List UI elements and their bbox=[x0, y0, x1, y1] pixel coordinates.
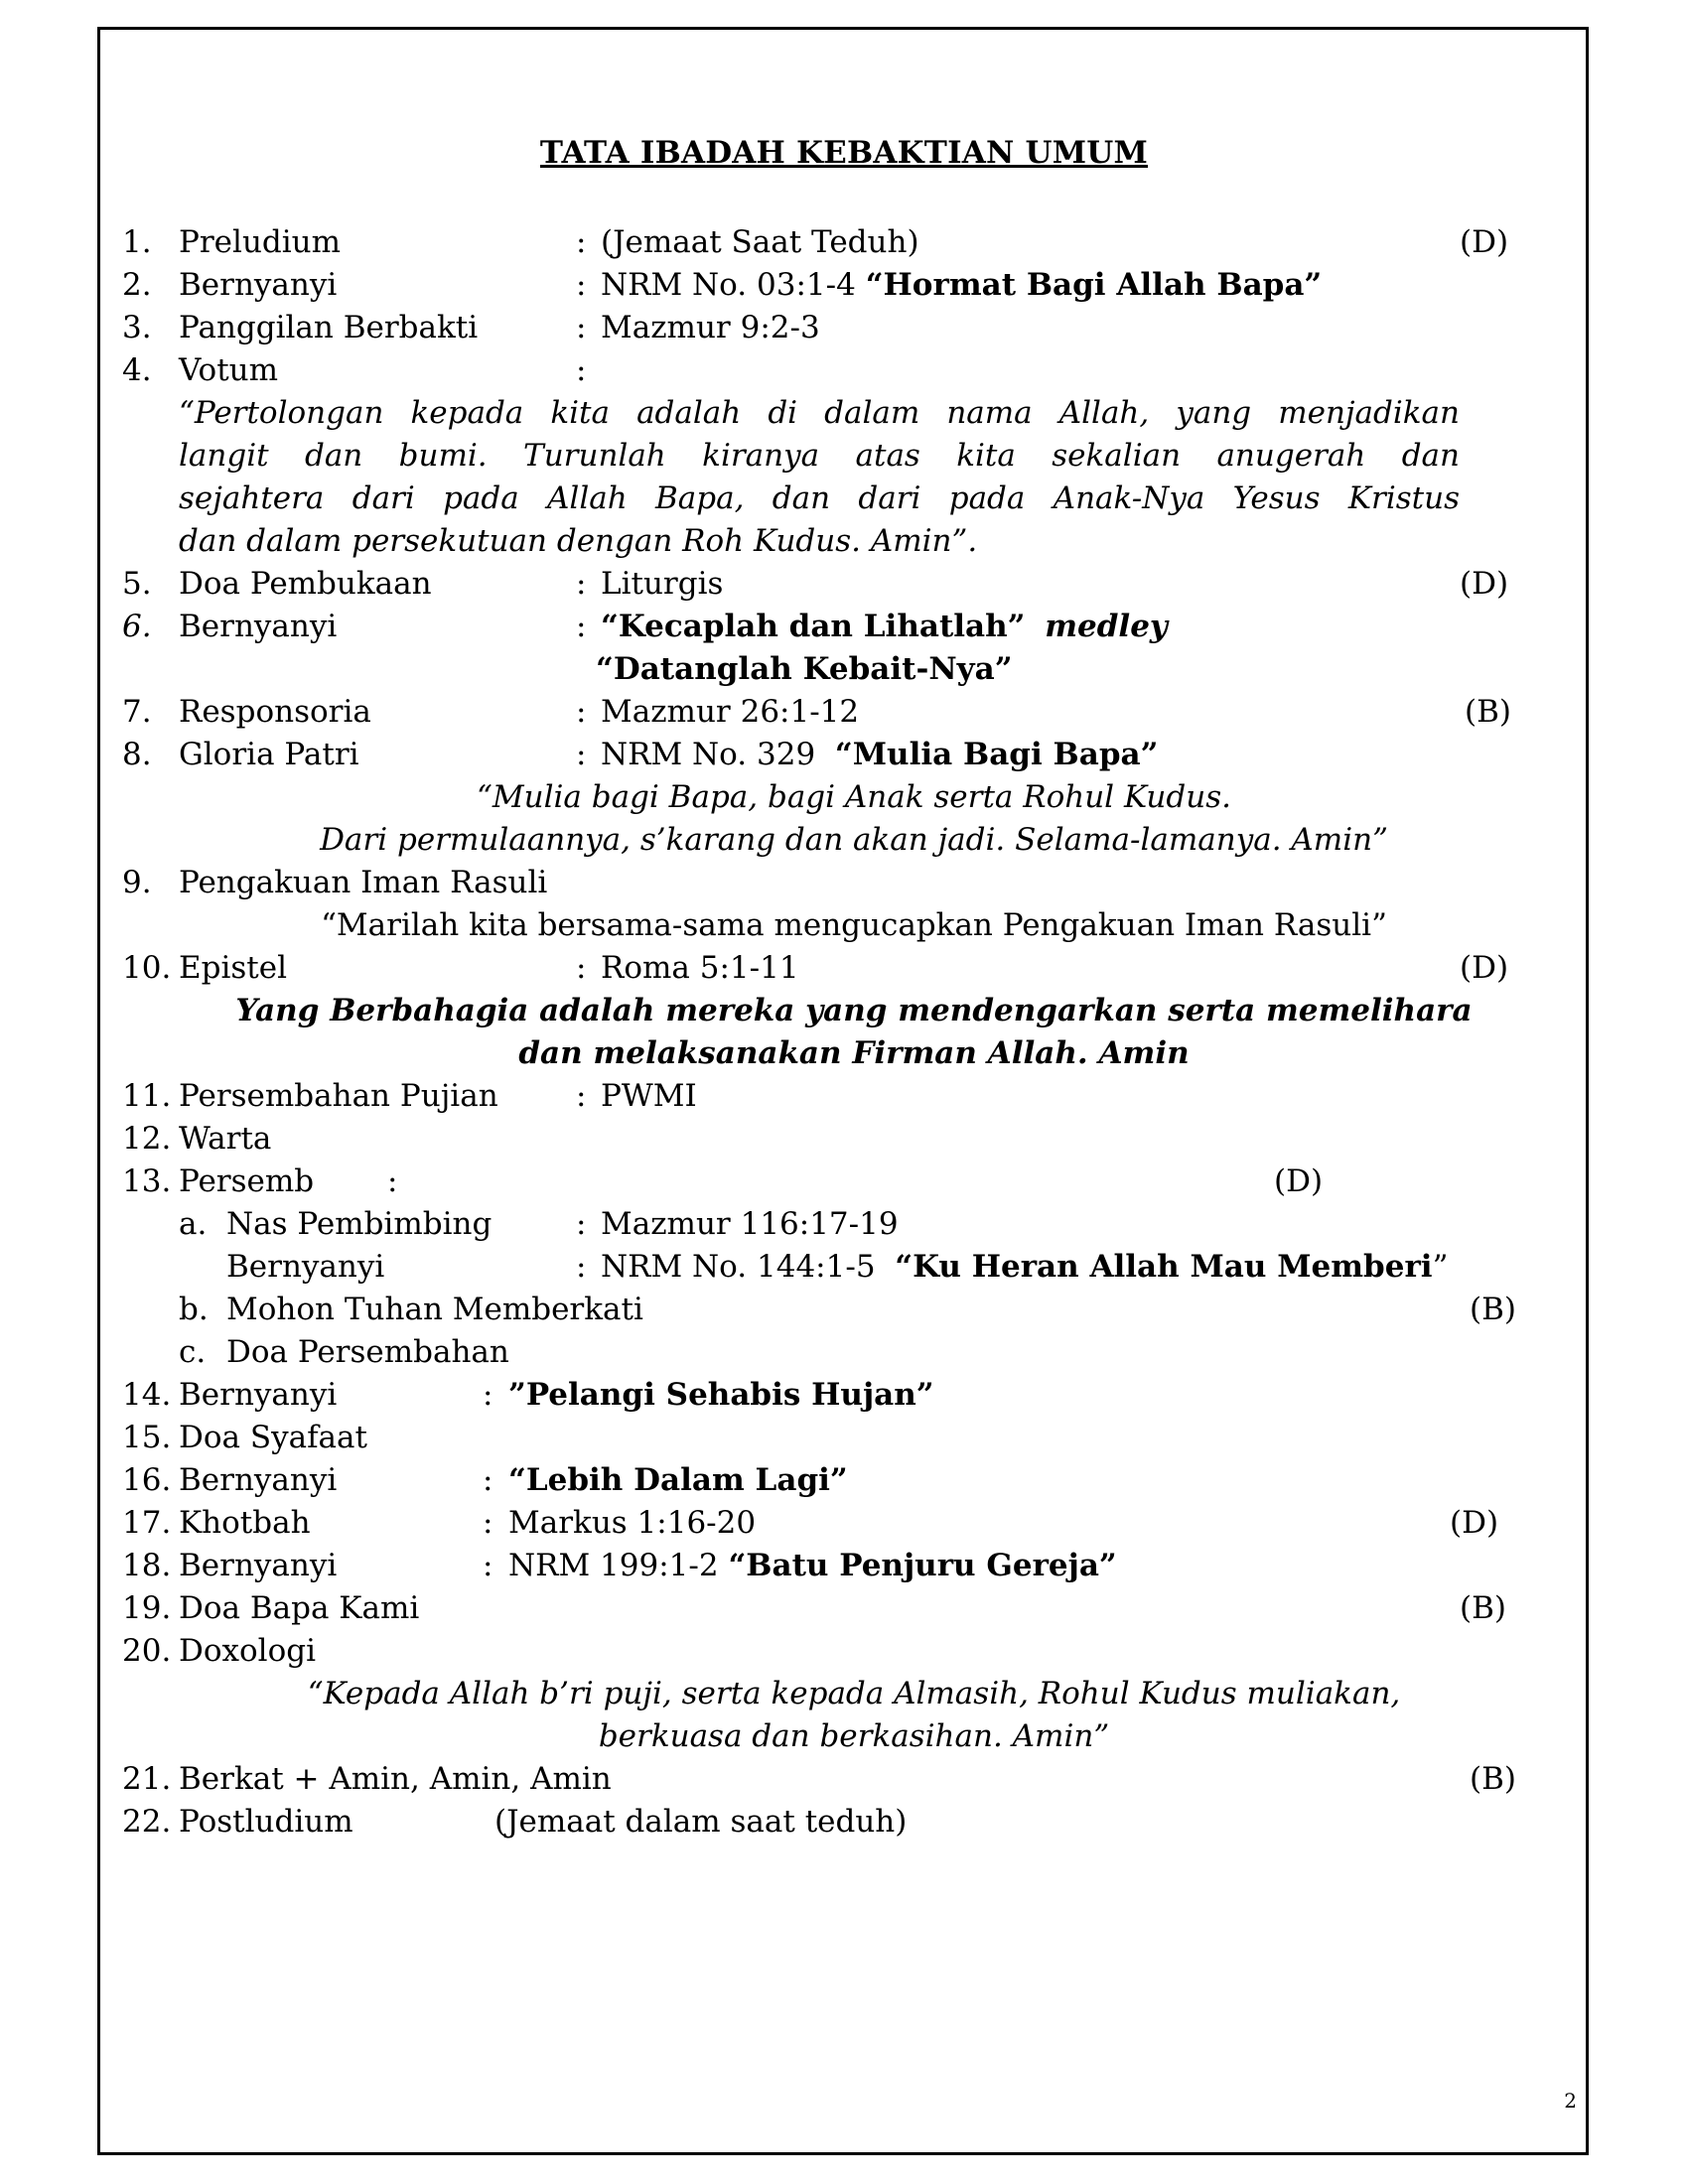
item-label: Doa Bapa Kami bbox=[179, 1590, 420, 1626]
song-title: “Batu Penjuru Gereja” bbox=[728, 1548, 1117, 1583]
item-colon: : bbox=[483, 1505, 493, 1541]
item-colon: : bbox=[483, 1462, 493, 1498]
item-number: 22. bbox=[122, 1804, 172, 1840]
item-value bbox=[601, 264, 1322, 307]
list-item bbox=[0, 1075, 1688, 1118]
item-value: (Jemaat Saat Teduh) bbox=[601, 224, 919, 260]
subitem-label: Nas Pembimbing bbox=[226, 1206, 492, 1242]
list-item bbox=[0, 264, 1688, 307]
item-colon: : bbox=[576, 1078, 587, 1114]
list-subitem bbox=[0, 1289, 1688, 1331]
epistel-line: dan melaksanakan Firman Allah. Amin bbox=[518, 1035, 1190, 1071]
item-number: 19. bbox=[122, 1590, 172, 1626]
item-label: Postludium bbox=[179, 1804, 353, 1840]
item-colon: : bbox=[576, 1206, 587, 1242]
list-item bbox=[0, 606, 1688, 648]
list-item bbox=[0, 1459, 1688, 1502]
item-number: 6. bbox=[122, 609, 152, 644]
item-number: 13. bbox=[122, 1163, 172, 1199]
item-label: Votum bbox=[179, 352, 279, 388]
item-value: PWMI bbox=[601, 1078, 697, 1114]
item-value bbox=[601, 734, 1158, 776]
item-colon: : bbox=[387, 1163, 398, 1199]
list-subitem bbox=[0, 1331, 1688, 1374]
item-label: Bernyanyi bbox=[179, 267, 338, 303]
gloria-line: “Mulia bagi Bapa, bagi Anak serta Rohul Kudus. bbox=[477, 779, 1231, 815]
item-number: 11. bbox=[122, 1078, 172, 1114]
item-number: 2. bbox=[122, 267, 152, 303]
item-colon: : bbox=[576, 267, 587, 303]
item-value bbox=[508, 1545, 1117, 1587]
item-label: Bernyanyi bbox=[179, 609, 338, 644]
item-label: Persembahan Pujian bbox=[179, 1078, 498, 1114]
song-title: “Datanglah Kebait-Nya” bbox=[596, 651, 1013, 687]
item-value: Roma 5:1-11 bbox=[601, 950, 799, 986]
item-colon: : bbox=[576, 950, 587, 986]
item-value: Mazmur 26:1-12 bbox=[601, 694, 860, 730]
list-item bbox=[0, 1118, 1688, 1160]
list-item bbox=[0, 1630, 1688, 1673]
item-value: Liturgis bbox=[601, 566, 724, 602]
item-colon: : bbox=[576, 609, 587, 644]
item-label: Doa Syafaat bbox=[179, 1420, 367, 1455]
item-value-text: NRM No. 03:1-4 bbox=[601, 267, 866, 303]
item-number: 7. bbox=[122, 694, 152, 730]
item-value: Mazmur 116:17-19 bbox=[601, 1206, 899, 1242]
gloria-line: Dari permulaannya, s’karang dan akan jadi. Selama-lamanya. Amin” bbox=[320, 822, 1388, 858]
item-code: (B) bbox=[1465, 694, 1511, 730]
song-title: “Ku Heran Allah Mau Memberi bbox=[895, 1249, 1433, 1285]
epistel-line: Yang Berbahagia adalah mereka yang mendengarkan serta memelihara bbox=[235, 993, 1473, 1028]
list-item bbox=[0, 563, 1688, 606]
song-title: ”Pelangi Sehabis Hujan” bbox=[508, 1377, 934, 1413]
list-item bbox=[0, 307, 1688, 349]
item-value: Markus 1:16-20 bbox=[508, 1505, 757, 1541]
list-subitem bbox=[0, 1203, 1688, 1246]
subitem-label: Mohon Tuhan Memberkati bbox=[226, 1292, 643, 1327]
doxologi-line: “Kepada Allah b’ri puji, serta kepada Almasih, Rohul Kudus muliakan, bbox=[307, 1676, 1401, 1711]
item-number: 5. bbox=[122, 566, 152, 602]
item-value: (Jemaat dalam saat teduh) bbox=[494, 1804, 908, 1840]
item-value bbox=[601, 1246, 1448, 1289]
list-item bbox=[0, 1758, 1688, 1801]
list-item bbox=[0, 691, 1688, 734]
item-number: 10. bbox=[122, 950, 172, 986]
item-colon: : bbox=[576, 352, 587, 388]
item-value bbox=[601, 606, 1168, 648]
item-value-text: NRM No. 144:1-5 bbox=[601, 1249, 896, 1285]
item-label: Doxologi bbox=[179, 1633, 317, 1669]
item-label: Doa Pembukaan bbox=[179, 566, 432, 602]
list-item bbox=[0, 1587, 1688, 1630]
item-colon: : bbox=[576, 1249, 587, 1285]
song-title: “Mulia Bagi Bapa” bbox=[834, 737, 1159, 772]
item-colon: : bbox=[576, 566, 587, 602]
item-colon: : bbox=[576, 694, 587, 730]
subitem-letter: a. bbox=[179, 1206, 208, 1242]
item-label: Khotbah bbox=[179, 1505, 311, 1541]
item-label: Panggilan Berbakti bbox=[179, 310, 479, 345]
item-number: 18. bbox=[122, 1548, 172, 1583]
list-item bbox=[0, 1502, 1688, 1545]
item-label: Preludium bbox=[179, 224, 342, 260]
item-code: (B) bbox=[1470, 1761, 1516, 1797]
item-colon: : bbox=[483, 1377, 493, 1413]
item-label: Bernyanyi bbox=[179, 1548, 338, 1583]
item-label: Bernyanyi bbox=[179, 1462, 338, 1498]
item-value-text: NRM 199:1-2 bbox=[508, 1548, 729, 1583]
item-number: 17. bbox=[122, 1505, 172, 1541]
item-number: 9. bbox=[122, 865, 152, 900]
item-colon: : bbox=[576, 224, 587, 260]
list-item bbox=[0, 221, 1688, 264]
item-number: 3. bbox=[122, 310, 152, 345]
list-item bbox=[0, 1417, 1688, 1459]
votum-line: dan dalam persekutuan dengan Roh Kudus. Amin”. bbox=[179, 523, 978, 559]
item-colon: : bbox=[576, 737, 587, 772]
item-number: 8. bbox=[122, 737, 152, 772]
subitem-letter: b. bbox=[179, 1292, 209, 1327]
item-label: Pengakuan Iman Rasuli bbox=[179, 865, 548, 900]
item-label: Berkat + Amin, Amin, Amin bbox=[179, 1761, 612, 1797]
medley-label: medley bbox=[1045, 609, 1168, 644]
item-code: (D) bbox=[1460, 566, 1509, 602]
item-label: Epistel bbox=[179, 950, 288, 986]
item-code: (B) bbox=[1470, 1292, 1516, 1327]
list-item bbox=[0, 1374, 1688, 1417]
item-code: (D) bbox=[1274, 1163, 1324, 1199]
list-item bbox=[0, 1545, 1688, 1587]
closing-quote: ” bbox=[1432, 1249, 1449, 1285]
list-item bbox=[0, 349, 1688, 392]
item-number: 16. bbox=[122, 1462, 172, 1498]
item-number: 14. bbox=[122, 1377, 172, 1413]
votum-line: “Pertolongan kepada kita adalah di dalam nama Allah, yang menjadikan bbox=[179, 395, 1460, 431]
item-value: Mazmur 9:2-3 bbox=[601, 310, 820, 345]
item-colon: : bbox=[483, 1548, 493, 1583]
list-item bbox=[0, 947, 1688, 990]
list-subitem bbox=[0, 1246, 1688, 1289]
item-number: 4. bbox=[122, 352, 152, 388]
item-label: Warta bbox=[179, 1121, 272, 1157]
item-label: Persemb bbox=[179, 1163, 315, 1199]
item-label: Bernyanyi bbox=[179, 1377, 338, 1413]
item-colon: : bbox=[576, 310, 587, 345]
item-code: (B) bbox=[1460, 1590, 1506, 1626]
item-code: (D) bbox=[1460, 224, 1509, 260]
item-number: 1. bbox=[122, 224, 152, 260]
song-title: “Kecaplah dan Lihatlah” bbox=[601, 609, 1026, 644]
item-number: 12. bbox=[122, 1121, 172, 1157]
votum-line: sejahtera dari pada Allah Bapa, dan dari pada Anak-Nya Yesus Kristus bbox=[179, 480, 1460, 516]
item-label: Responsoria bbox=[179, 694, 371, 730]
subitem-label: Doa Persembahan bbox=[226, 1334, 509, 1370]
pengakuan-text: “Marilah kita bersama-sama mengucapkan Pengakuan Iman Rasuli” bbox=[321, 907, 1387, 943]
item-value-text: NRM No. 329 bbox=[601, 737, 835, 772]
document-title: TATA IBADAH KEBAKTIAN UMUM bbox=[539, 135, 1149, 171]
votum-line: langit dan bumi. Turunlah kiranya atas kita sekalian anugerah dan bbox=[179, 438, 1460, 474]
page-number: 2 bbox=[1564, 2089, 1577, 2113]
list-item bbox=[0, 1801, 1688, 1843]
item-number: 20. bbox=[122, 1633, 172, 1669]
list-item bbox=[0, 734, 1688, 776]
item-number: 21. bbox=[122, 1761, 172, 1797]
subitem-label: Bernyanyi bbox=[226, 1249, 385, 1285]
item-number: 15. bbox=[122, 1420, 172, 1455]
song-title: “Lebih Dalam Lagi” bbox=[508, 1462, 848, 1498]
item-code: (D) bbox=[1450, 1505, 1499, 1541]
list-item bbox=[0, 1160, 1688, 1203]
item-code: (D) bbox=[1460, 950, 1509, 986]
subitem-letter: c. bbox=[179, 1334, 207, 1370]
list-item bbox=[0, 862, 1688, 904]
item-label: Gloria Patri bbox=[179, 737, 359, 772]
doxologi-line: berkuasa dan berkasihan. Amin” bbox=[598, 1718, 1110, 1754]
song-title: “Hormat Bagi Allah Bapa” bbox=[865, 267, 1323, 303]
